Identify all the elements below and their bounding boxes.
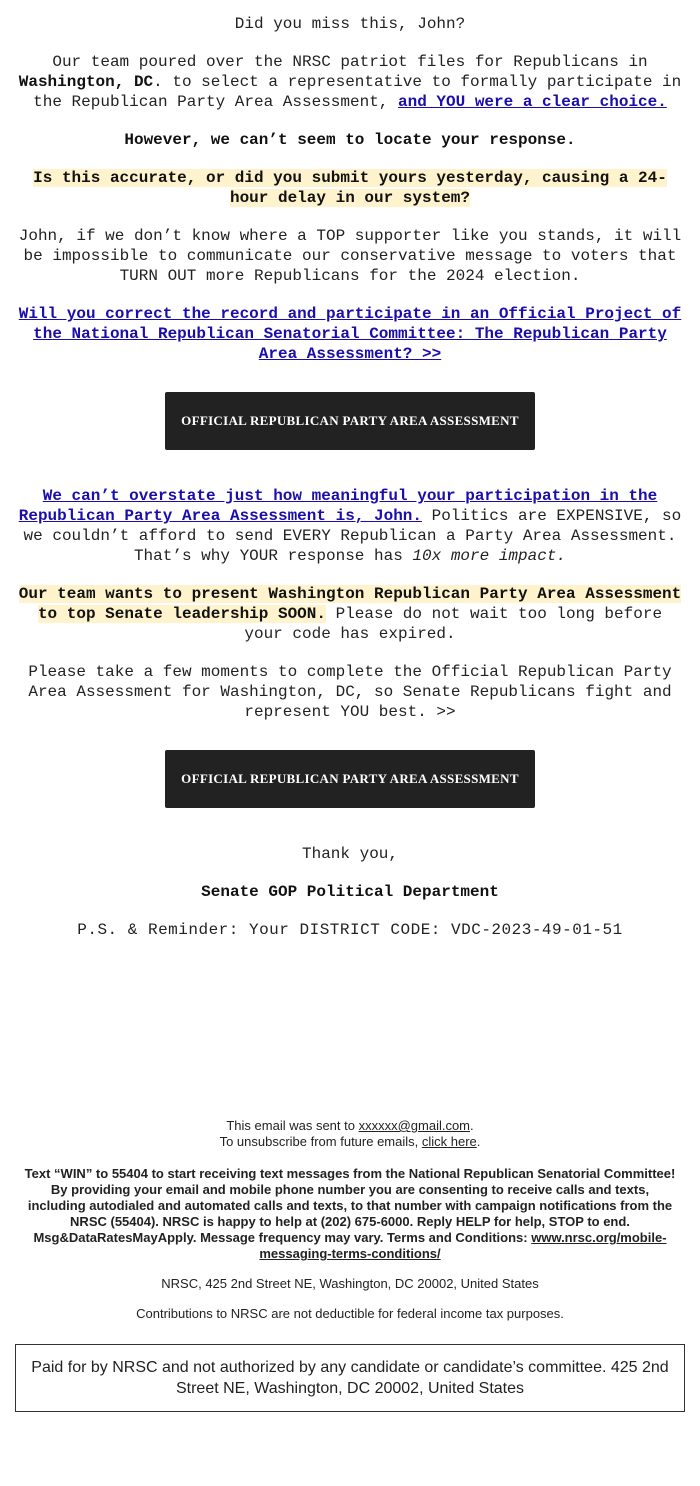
leadership-text: Please do not wait too long before your code has expired. (244, 605, 663, 643)
cta-row-1 (15, 392, 685, 450)
intro-text-b: . to select a representative to formally participate in the Republican Party Area Assessment, (33, 73, 682, 111)
intro-text-a: Our team poured over the NRSC patriot files for Republicans in (52, 53, 648, 71)
assessment-button-2[interactable]: OFFICIAL REPUBLICAN PARTY AREA ASSESSMENT (165, 750, 535, 808)
unsubscribe-line (15, 1134, 685, 1150)
sms-disclaimer (15, 1166, 685, 1262)
participation-link[interactable]: We can’t overstate just how meaningful your participation in the Republican Party Area Assessment is, John. (18, 487, 658, 525)
district-code-reminder: P.S. & Reminder: Your DISTRICT CODE: VDC-2023-49-01-51 (77, 921, 623, 939)
accuracy-question (15, 168, 685, 208)
assessment-button-1[interactable]: OFFICIAL REPUBLICAN PARTY AREA ASSESSMENT (165, 392, 535, 450)
sms-text: Text “WIN” to 55404 to start receiving text messages from the National Republican Senatorial Committee! By providing your email and mobile phone number you are consenting to receive calls and texts, including autodialed and automated calls and texts, to that number with campaign notifications from the NRSC (55404). NRSC is happy to help at (202) 675-6000. Reply HELP for help, STOP to end. Msg&DataRatesMayApply. Message frequency may vary. Terms and Conditions: (24, 1166, 676, 1245)
email-body (15, 0, 685, 1412)
location-text: Washington, DC (18, 73, 154, 91)
greeting: Did you miss this, John? (234, 15, 466, 33)
correct-record-link[interactable]: Will you correct the record and participate in an Official Project of the National Republican Senatorial Committee: The Republican Party Area Assessment? >> (18, 305, 682, 363)
mailing-address: NRSC, 425 2nd Street NE, Washington, DC 20002, United States (161, 1276, 539, 1291)
unsubscribe-link[interactable]: click here (421, 1134, 477, 1149)
intro-paragraph (15, 52, 685, 112)
sms-terms-link[interactable]: www.nrsc.org/mobile-messaging-terms-conditions/ (259, 1230, 667, 1261)
missing-response-text: However, we can’t seem to locate your response. (124, 131, 576, 149)
sent-to-line (15, 1118, 685, 1134)
cta-row-2 (15, 750, 685, 808)
unsubscribe-prefix: To unsubscribe from future emails, (219, 1134, 422, 1149)
spacer (15, 958, 685, 1118)
supporter-paragraph: John, if we don’t know where a TOP supporter like you stands, it will be impossible to communicate our conservative message to voters that TURN OUT more Republicans for the 2024 election. (18, 227, 682, 285)
clear-choice-link[interactable]: and YOU were a clear choice. (398, 93, 667, 111)
signature: Senate GOP Political Department (201, 883, 499, 901)
paid-for-disclaimer: Paid for by NRSC and not authorized by any candidate or candidate’s committee. 425 2nd Street NE, Washington, DC 20002, United States (15, 1344, 685, 1412)
impact-text: 10x more impact. (412, 547, 567, 565)
accuracy-question-text: Is this accurate, or did you submit yours yesterday, causing a 24-hour delay in our system? (33, 169, 667, 207)
participation-paragraph (15, 486, 685, 566)
sent-to-prefix: This email was sent to (226, 1118, 359, 1133)
correct-record-paragraph (15, 304, 685, 364)
leadership-paragraph (15, 584, 685, 644)
complete-paragraph: Please take a few moments to complete the Official Republican Party Area Assessment for Washington, DC, so Senate Republicans fight and represent YOU best. >> (28, 663, 672, 721)
sent-to-suffix: . (470, 1118, 474, 1133)
footer (15, 1118, 685, 1412)
tax-note: Contributions to NRSC are not deductible for federal income tax purposes. (136, 1306, 564, 1321)
thanks-text: Thank you, (301, 845, 398, 863)
leadership-bold-text: Our team wants to present Washington Republican Party Area Assessment to top Senate leadership SOON. (18, 585, 682, 623)
participation-text: Politics are EXPENSIVE, so we couldn’t afford to send EVERY Republican a Party Area Assessment. That’s why YOUR response has (23, 507, 682, 565)
unsubscribe-suffix: . (476, 1134, 481, 1149)
recipient-email-link[interactable]: xxxxxx@gmail.com (358, 1118, 471, 1133)
